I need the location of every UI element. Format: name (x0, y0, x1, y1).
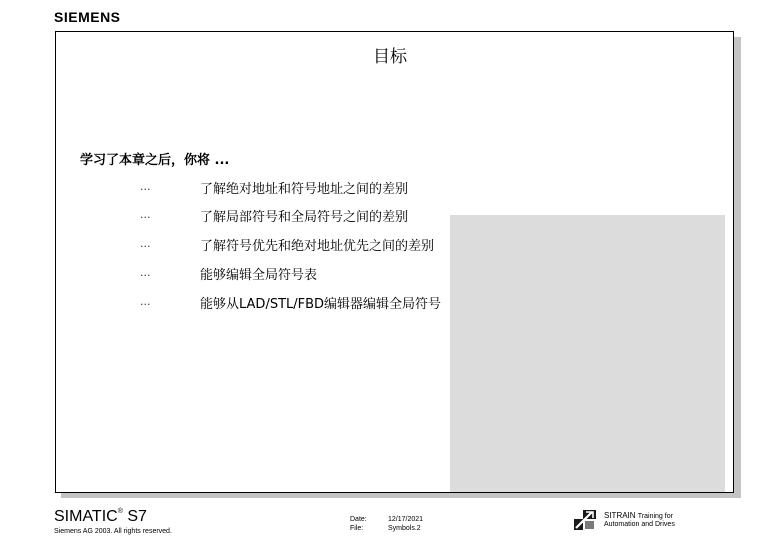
file-value: Symbols.2 (388, 525, 421, 532)
objective-item (0, 264, 780, 284)
objectives-intro: 学习了本章之后，你将 ... (80, 153, 230, 168)
training-brand-name: SITRAIN (604, 511, 636, 520)
product-name-suffix: S7 (127, 508, 147, 525)
registered-mark: ® (117, 508, 123, 515)
objective-item (0, 293, 780, 313)
objective-text: 能够编辑全局符号表 (200, 268, 318, 283)
objective-bullet: ... (140, 266, 151, 279)
training-brand (604, 511, 673, 520)
objective-text: 了解局部符号和全局符号之间的差别 (200, 210, 409, 225)
product-name-main: SIMATIC (54, 508, 118, 525)
objective-text: 了解绝对地址和符号地址之间的差别 (200, 182, 409, 197)
objective-text: 了解符号优先和绝对地址优先之间的差别 (200, 239, 435, 254)
product-name (54, 508, 147, 526)
decorative-gray-panel (450, 215, 725, 492)
objective-text: 能够从LAD/STL/FBD编辑器编辑全局符号 (200, 297, 442, 312)
objective-item (0, 206, 780, 226)
training-subtitle: Automation and Drives (604, 521, 675, 528)
training-brand-suffix: Training for (637, 513, 673, 520)
sitrain-logo-icon (574, 510, 596, 530)
date-value: 12/17/2021 (388, 516, 424, 523)
copyright-notice: Siemens AG 2003. All rights reserved. (54, 528, 172, 535)
objective-bullet: ... (140, 208, 151, 221)
objective-item (0, 235, 780, 255)
siemens-brand: SIEMENS (54, 9, 121, 25)
objective-bullet: ... (140, 237, 151, 250)
date-label: Date: (350, 516, 367, 523)
slide-title: 目标 (373, 47, 407, 67)
objective-item (0, 178, 780, 198)
objective-bullet: ... (140, 180, 151, 193)
file-label: File: (350, 525, 364, 532)
objective-bullet: ... (140, 295, 151, 308)
